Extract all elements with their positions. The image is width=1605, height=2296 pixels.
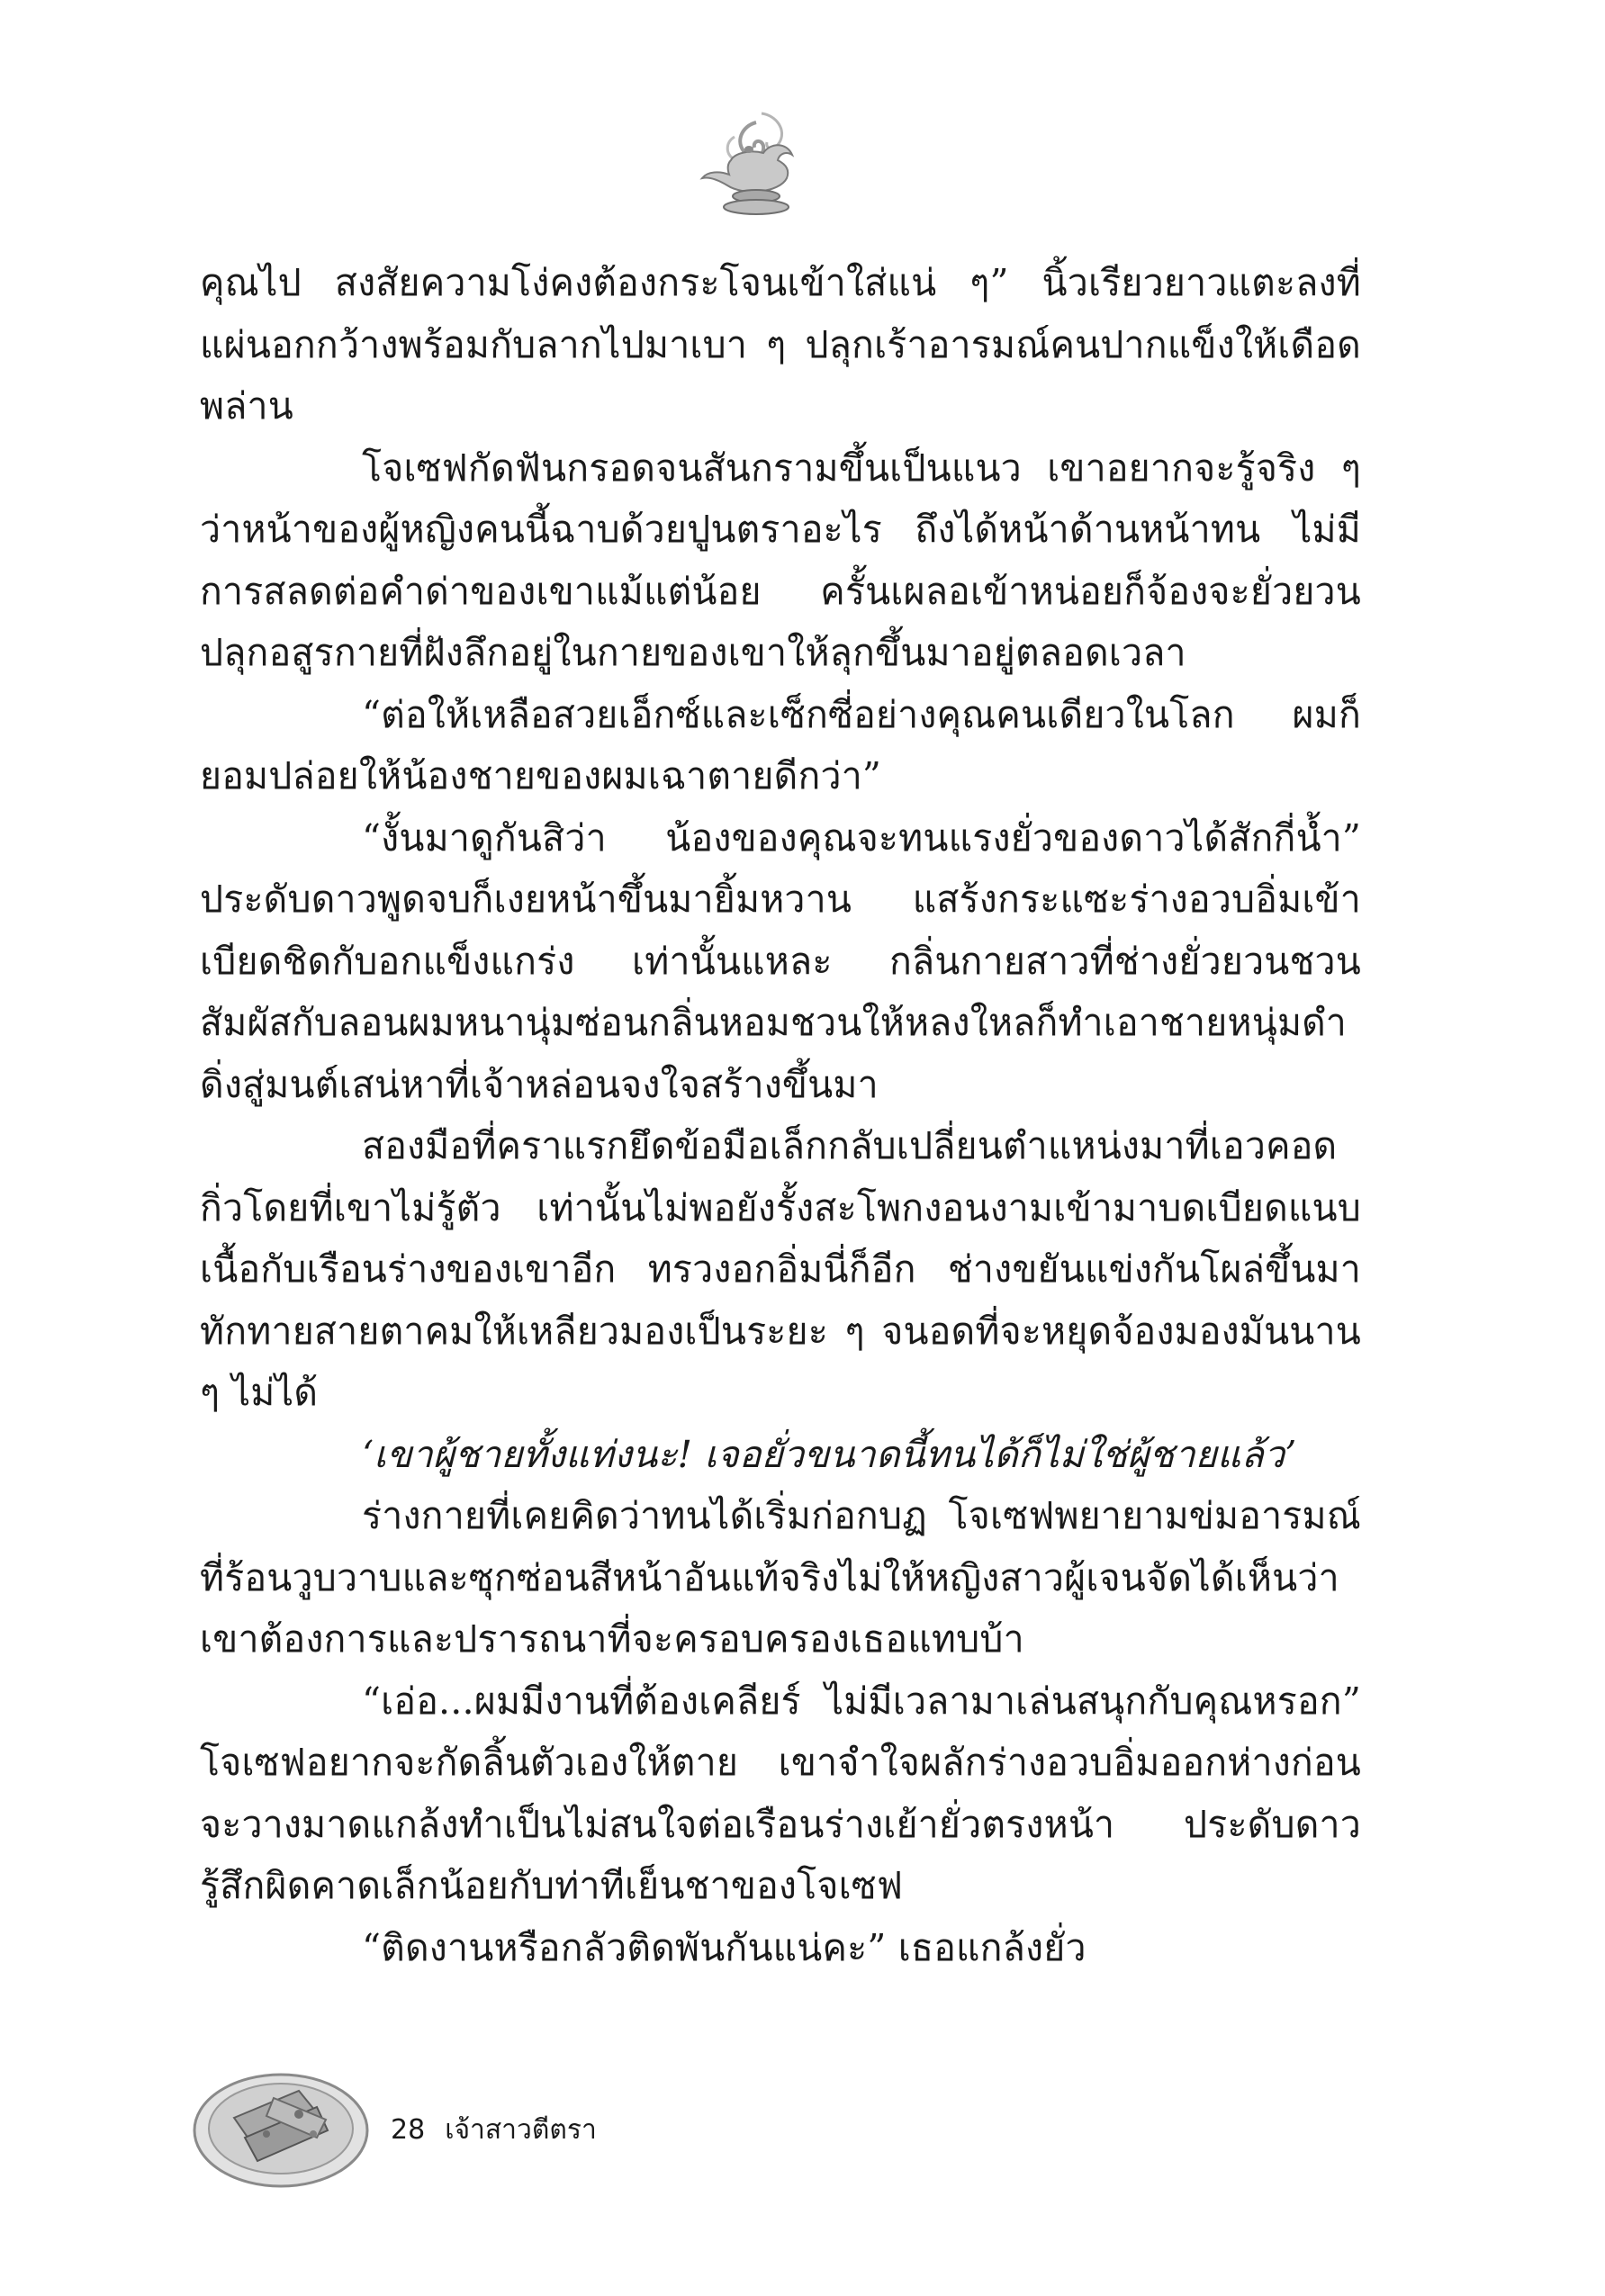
paragraph: โจเซฟกัดฟันกรอดจนสันกรามขึ้นเป็นแนว เขาอยากจะรู้จริง ๆ ว่าหน้าของผู้หญิงคนนี้ฉาบด้วยปูนตราอะไร ถึงได้หน้าด้านหน้าทน ไม่มีการสลดต่อคำด่าของเขาแม้แต่น้อย ครั้นเผลอเข้าหน่อยก็จ้องจะยั่วยวนปลุกอสูรกายที่ฝังลึกอยู่ในกายของเขาให้ลุกขึ้นมาอยู่ตลอดเวลา bbox=[200, 446, 1361, 674]
paragraph: “ติดงานหรือกลัวติดพันกันแน่คะ” เธอแกล้งยั่ว bbox=[362, 1925, 1087, 1969]
plated-dessert-icon bbox=[191, 2048, 380, 2196]
page-footer bbox=[191, 2048, 821, 2201]
paragraph: “เอ่อ...ผมมีงานที่ต้องเคลียร์ ไม่มีเวลามาเล่นสนุกกับคุณหรอก” โจเซฟอยากจะกัดลิ้นตัวเองให้ตาย เขาจำใจผลักร่างอวบอิ่มออกห่างก่อนจะวางมาดแกล้งทำเป็นไม่สนใจต่อเรือนร่างเย้ายั่วตรงหน้า ประดับดาวรู้สึกผิดคาดเล็กน้อยกับท่าทีเย็นชาของโจเซฟ bbox=[200, 1679, 1361, 1907]
page-number: 28 bbox=[391, 2114, 426, 2146]
body-text bbox=[200, 252, 1361, 1978]
paragraph: “ต่อให้เหลือสวยเอ็กซ์และเซ็กซี่อย่างคุณคนเดียวในโลก ผมก็ยอมปล่อยให้น้องชายของผมเฉาตายดีกว่า” bbox=[200, 692, 1361, 797]
running-title: เจ้าสาวตีตรา bbox=[445, 2114, 597, 2146]
paragraph: “งั้นมาดูกันสิว่า น้องของคุณจะทนแรงยั่วของดาวได้สักกี่น้ำ” ประดับดาวพูดจบก็เงยหน้าขึ้นมายิ้มหวาน แสร้งกระแซะร่างอวบอิ่มเข้าเบียดชิดกับอกแข็งแกร่ง เท่านั้นแหละ กลิ่นกายสาวที่ช่างยั่วยวนชวนสัมผัสกับลอนผมหนานุ่มซ่อนกลิ่นหอมชวนให้หลงใหลก็ทำเอาชายหนุ่มดำดิ่งสู่มนต์เสน่หาที่เจ้าหล่อนจงใจสร้างขึ้นมา bbox=[200, 815, 1361, 1106]
genie-lamp-icon bbox=[699, 106, 816, 228]
page-folio bbox=[391, 2109, 597, 2151]
inner-thought-paragraph: ‘เขาผู้ชายทั้งแท่งนะ! เจอยั่วขนาดนี้ทนได้ก็ไม่ใช่ผู้ชายแล้ว’ bbox=[362, 1432, 1297, 1476]
paragraph: คุณไป สงสัยความโง่คงต้องกระโจนเข้าใส่แน่ ๆ” นิ้วเรียวยาวแตะลงที่แผ่นอกกว้างพร้อมกับลากไปมาเบา ๆ ปลุกเร้าอารมณ์คนปากแข็งให้เดือดพล่าน bbox=[200, 261, 1361, 428]
paragraph: สองมือที่คราแรกยึดข้อมือเล็กกลับเปลี่ยนตำแหน่งมาที่เอวคอดกิ่วโดยที่เขาไม่รู้ตัว เท่านั้นไม่พอยังรั้งสะโพกงอนงามเข้ามาบดเบียดแนบเนื้อกับเรือนร่างของเขาอีก ทรวงอกอิ่มนี่ก็อีก ช่างขยันแข่งกันโผล่ขึ้นมาทักทายสายตาคมให้เหลียวมองเป็นระยะ ๆ จนอดที่จะหยุดจ้องมองมันนาน ๆ ไม่ได้ bbox=[200, 1124, 1361, 1414]
paragraph: ร่างกายที่เคยคิดว่าทนได้เริ่มก่อกบฏ โจเซฟพยายามข่มอารมณ์ที่ร้อนวูบวาบและซุกซ่อนสีหน้าอันแท้จริงไม่ให้หญิงสาวผู้เจนจัดได้เห็นว่า เขาต้องการและปรารถนาที่จะครอบครองเธอแทบบ้า bbox=[200, 1494, 1361, 1661]
